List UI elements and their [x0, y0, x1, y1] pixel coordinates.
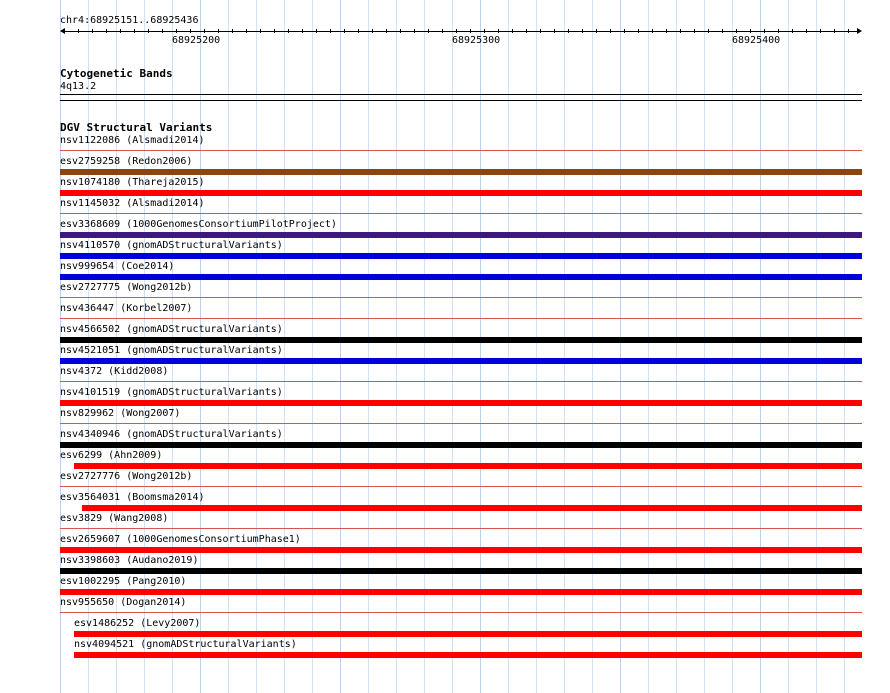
ruler-tick	[680, 29, 681, 33]
ruler-tick	[694, 29, 695, 33]
dgv-variant-label[interactable]: nsv3398603 (Audano2019)	[60, 555, 199, 566]
dgv-variant-label[interactable]: esv1486252 (Levy2007)	[74, 618, 201, 629]
ruler-tick	[638, 29, 639, 33]
ruler-tick	[806, 29, 807, 33]
ruler-tick	[204, 29, 205, 33]
ruler-tick	[554, 29, 555, 33]
cytoband-line-top	[60, 94, 862, 95]
dgv-variant-bar[interactable]	[60, 169, 862, 175]
ruler-tick	[456, 29, 457, 33]
ruler-tick	[526, 29, 527, 33]
dgv-variant-bar[interactable]	[60, 568, 862, 574]
ruler-tick	[316, 29, 317, 33]
ruler-tick	[666, 29, 667, 33]
ruler-tick-label-1: 68925200	[172, 35, 221, 46]
dgv-variant-label[interactable]: nsv4340946 (gnomADStructuralVariants)	[60, 429, 283, 440]
ruler-tick	[484, 29, 485, 33]
ruler-tick	[470, 29, 471, 33]
ruler-right-arrow[interactable]	[857, 28, 862, 34]
dgv-variant-label[interactable]: nsv4566502 (gnomADStructuralVariants)	[60, 324, 283, 335]
ruler-tick	[414, 29, 415, 33]
dgv-row-divider	[60, 528, 862, 529]
dgv-variant-bar[interactable]	[60, 337, 862, 343]
dgv-variant-label[interactable]: nsv1074180 (Thareja2015)	[60, 177, 205, 188]
dgv-variant-bar[interactable]	[60, 274, 862, 280]
ruler-tick-label-2: 68925300	[452, 35, 501, 46]
dgv-variant-label[interactable]: esv2659607 (1000GenomesConsortiumPhase1)	[60, 534, 301, 545]
ruler-tick	[610, 29, 611, 33]
ruler-tick	[134, 29, 135, 33]
ruler-tick	[540, 29, 541, 33]
ruler-tick	[176, 29, 177, 33]
ruler-tick	[120, 29, 121, 33]
dgv-row-divider	[60, 297, 862, 298]
dgv-row-divider	[60, 318, 862, 319]
ruler-tick	[442, 29, 443, 33]
ruler-tick	[302, 29, 303, 33]
ruler-tick	[400, 29, 401, 33]
dgv-variant-label[interactable]: nsv436447 (Korbel2007)	[60, 303, 193, 314]
cytoband-track-title: Cytogenetic Bands	[60, 67, 173, 80]
ruler-tick	[344, 29, 345, 33]
ruler-tick	[764, 29, 765, 33]
ruler-tick	[512, 29, 513, 33]
dgv-variant-label[interactable]: esv2727775 (Wong2012b)	[60, 282, 193, 293]
ruler-tick	[218, 29, 219, 33]
dgv-variant-bar[interactable]	[60, 232, 862, 238]
dgv-row-divider	[60, 423, 862, 424]
dgv-variant-label[interactable]: nsv4521051 (gnomADStructuralVariants)	[60, 345, 283, 356]
ruler-tick	[820, 29, 821, 33]
dgv-variant-label[interactable]: nsv999654 (Coe2014)	[60, 261, 175, 272]
dgv-track-title: DGV Structural Variants	[60, 121, 213, 134]
ruler-tick	[260, 29, 261, 33]
ruler-tick	[582, 29, 583, 33]
dgv-row-divider	[60, 213, 862, 214]
dgv-variant-bar[interactable]	[60, 442, 862, 448]
dgv-variant-label[interactable]: esv3368609 (1000GenomesConsortiumPilotProject)	[60, 219, 337, 230]
dgv-variant-label[interactable]: esv2759258 (Redon2006)	[60, 156, 193, 167]
ruler-tick	[708, 29, 709, 33]
ruler-axis	[62, 31, 860, 32]
dgv-row-divider	[60, 150, 862, 151]
ruler-tick	[848, 29, 849, 33]
dgv-variant-bar[interactable]	[74, 652, 862, 658]
dgv-variant-label[interactable]: nsv4101519 (gnomADStructuralVariants)	[60, 387, 283, 398]
ruler-tick	[64, 29, 65, 33]
cytoband-line-bottom	[60, 100, 862, 101]
location-label: chr4:68925151..68925436	[60, 15, 199, 26]
ruler-tick	[498, 29, 499, 33]
ruler-tick	[386, 29, 387, 33]
ruler-tick	[78, 29, 79, 33]
dgv-variant-label[interactable]: esv2727776 (Wong2012b)	[60, 471, 193, 482]
ruler-tick	[246, 29, 247, 33]
dgv-variant-bar[interactable]	[60, 253, 862, 259]
dgv-variant-label[interactable]: esv6299 (Ahn2009)	[60, 450, 163, 461]
dgv-variant-label[interactable]: nsv829962 (Wong2007)	[60, 408, 181, 419]
dgv-variant-label[interactable]: esv3829 (Wang2008)	[60, 513, 169, 524]
dgv-variant-label[interactable]: nsv1145032 (Alsmadi2014)	[60, 198, 205, 209]
dgv-variant-bar[interactable]	[60, 547, 862, 553]
dgv-variant-bar[interactable]	[60, 358, 862, 364]
ruler-tick	[834, 29, 835, 33]
dgv-variant-label[interactable]: nsv4372 (Kidd2008)	[60, 366, 169, 377]
cytoband-name: 4q13.2	[60, 81, 97, 92]
dgv-row-divider	[60, 381, 862, 382]
ruler-tick	[162, 29, 163, 33]
dgv-variant-bar[interactable]	[82, 505, 862, 511]
ruler-tick	[624, 29, 625, 33]
dgv-variant-bar[interactable]	[74, 631, 862, 637]
ruler-tick	[568, 29, 569, 33]
dgv-variant-label[interactable]: nsv4110570 (gnomADStructuralVariants)	[60, 240, 283, 251]
dgv-variant-bar[interactable]	[74, 463, 862, 469]
dgv-variant-bar[interactable]	[60, 589, 862, 595]
ruler-tick-label-3: 68925400	[732, 35, 781, 46]
ruler-tick	[722, 29, 723, 33]
ruler-tick	[792, 29, 793, 33]
ruler-tick	[288, 29, 289, 33]
ruler-tick	[274, 29, 275, 33]
dgv-variant-label[interactable]: esv3564031 (Boomsma2014)	[60, 492, 205, 503]
dgv-variant-label[interactable]: esv1002295 (Pang2010)	[60, 576, 187, 587]
ruler-tick	[750, 29, 751, 33]
ruler-tick	[736, 29, 737, 33]
dgv-variant-bar[interactable]	[60, 190, 862, 196]
ruler-tick	[232, 29, 233, 33]
ruler-tick	[428, 29, 429, 33]
ruler-tick	[652, 29, 653, 33]
ruler-tick	[106, 29, 107, 33]
ruler-tick	[358, 29, 359, 33]
ruler-tick	[92, 29, 93, 33]
dgv-variant-label[interactable]: nsv955650 (Dogan2014)	[60, 597, 187, 608]
ruler-tick	[596, 29, 597, 33]
dgv-variant-label[interactable]: nsv1122086 (Alsmadi2014)	[60, 135, 205, 146]
ruler-tick	[330, 29, 331, 33]
ruler-tick	[148, 29, 149, 33]
ruler-tick	[372, 29, 373, 33]
dgv-row-divider	[60, 486, 862, 487]
dgv-variant-label[interactable]: nsv4094521 (gnomADStructuralVariants)	[74, 639, 297, 650]
dgv-variant-bar[interactable]	[60, 400, 862, 406]
ruler-tick	[190, 29, 191, 33]
ruler-tick	[778, 29, 779, 33]
dgv-row-divider	[60, 612, 862, 613]
